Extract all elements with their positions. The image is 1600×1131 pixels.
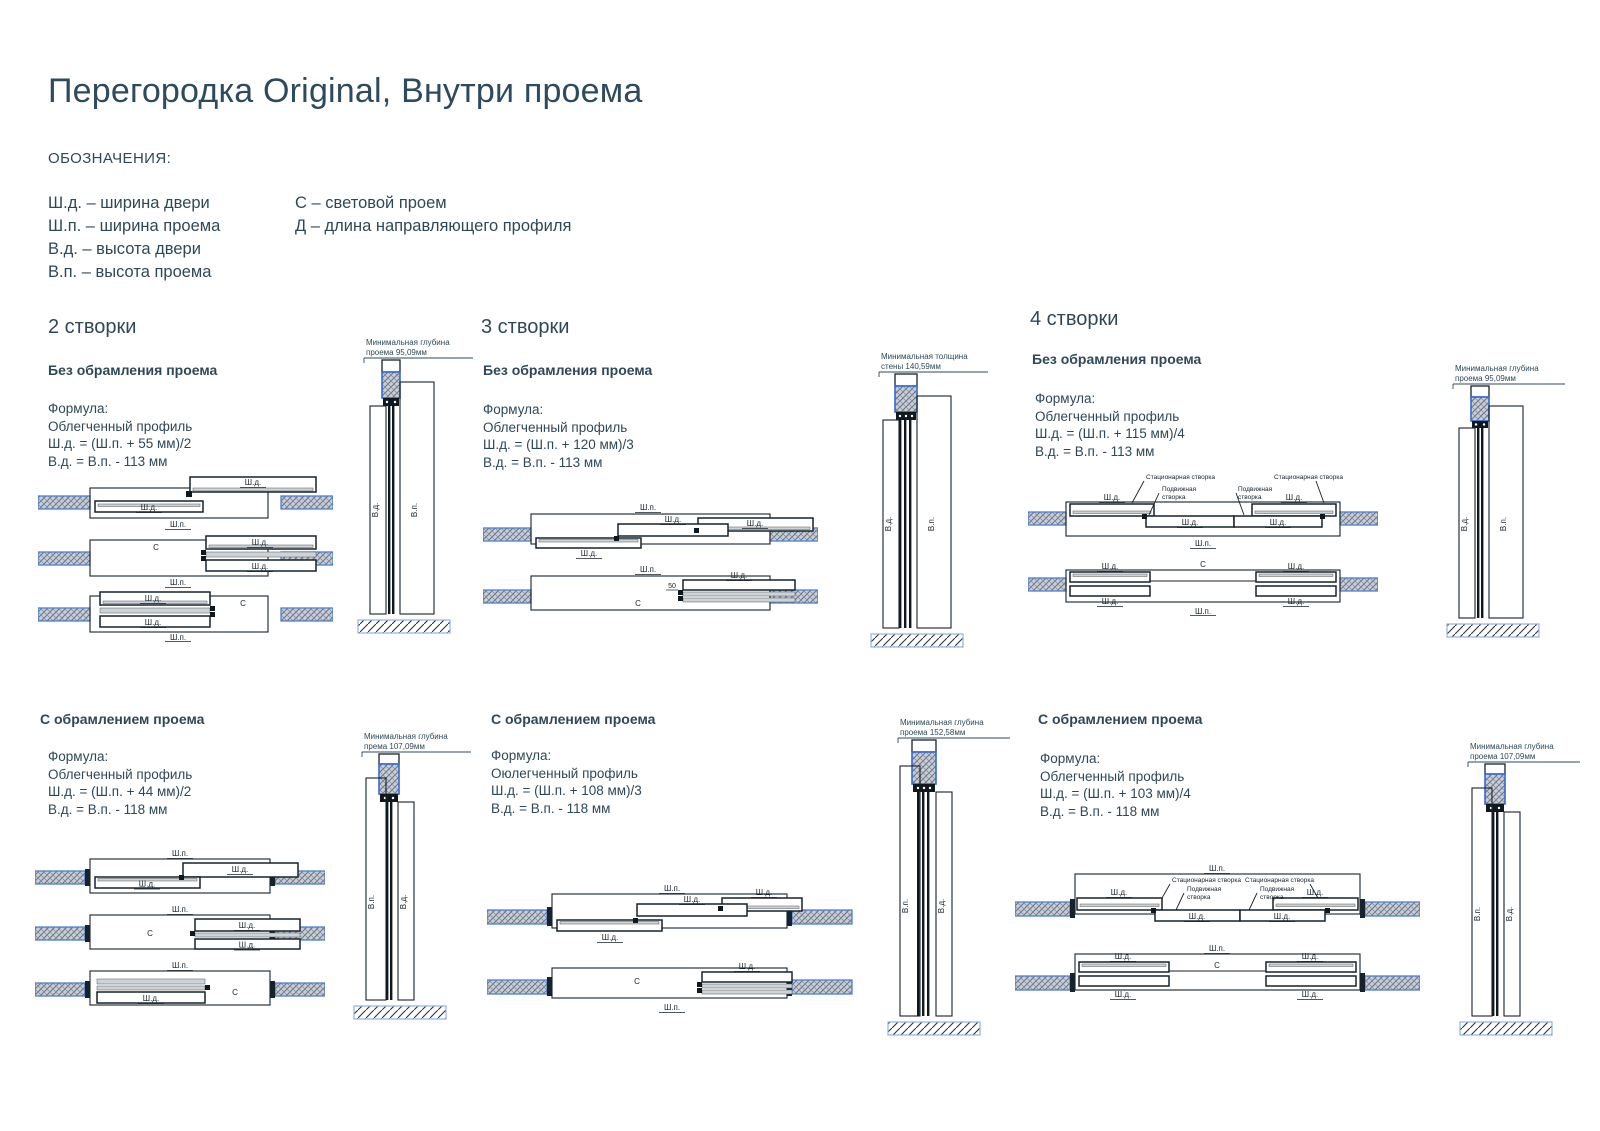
label-door-width: Ш.д. — [1110, 888, 1128, 897]
label-light-opening: С — [634, 977, 640, 986]
width-formula: Ш.д. = (Ш.п. + 55 мм)/2 — [48, 436, 192, 451]
label-opening-width: Ш.п. — [171, 849, 189, 858]
plan-row-open — [487, 962, 852, 1013]
plan-row-open — [1015, 944, 1420, 1000]
label-door-width: Ш.д. — [251, 562, 269, 571]
callout-movable-leaf: Подвижная — [1162, 486, 1197, 493]
legend-item: Ш.п. – ширина проема — [48, 217, 221, 235]
legend-item: Ш.д. – ширина двери — [48, 194, 210, 212]
plan-row-open-left — [35, 961, 325, 1005]
side-note: проема 107,09мм — [1470, 752, 1536, 761]
label-door-height: В.д. — [884, 516, 893, 532]
formula-label: Формула: — [483, 402, 544, 417]
plan-row-open-right — [38, 536, 333, 588]
label-door-width: Ш.д. — [1181, 518, 1199, 527]
section-heading: С обрамлением проема — [1038, 711, 1203, 727]
floor-hatch — [358, 620, 450, 633]
track-profile — [895, 386, 917, 412]
section-heading: С обрамлением проема — [40, 711, 205, 727]
label-opening-height: В.п. — [1499, 516, 1508, 532]
formula-block — [1035, 390, 1185, 460]
floor-hatch — [1460, 1022, 1552, 1035]
door-panel — [1266, 976, 1356, 986]
label-door-width: Ш.д. — [238, 921, 256, 930]
label-opening-width: Ш.п. — [1194, 539, 1212, 548]
label-door-width: Ш.д. — [1306, 888, 1324, 897]
callout-fixed-leaf: Стационарная створка — [1146, 474, 1215, 481]
height-formula: В.д. = В.п. - 118 мм — [48, 801, 168, 817]
side-note: Минимальная глубина — [900, 718, 984, 727]
legend-column-2 — [295, 192, 571, 238]
label-door-width: Ш.д. — [238, 940, 256, 950]
side-note: Минимальная глубина — [1470, 742, 1554, 751]
plan-diagram-2leaf-unframed — [38, 474, 333, 642]
side-note: Минимальная глубина — [366, 338, 450, 347]
profile-label: Облегченный профиль — [48, 766, 193, 782]
label-door-width: Ш.д. — [1287, 597, 1305, 606]
door-panel — [1266, 962, 1356, 972]
formula-block — [1040, 750, 1191, 820]
plan-row-open — [1028, 560, 1378, 616]
label-door-width: Ш.д. — [140, 503, 158, 512]
plan-diagram-4leaf-unframed — [1028, 470, 1378, 616]
callout-movable-leaf: створка — [1162, 494, 1186, 501]
callout-movable-leaf: Подвижная — [1187, 886, 1222, 893]
callout-fixed-leaf: Стационарная створка — [1172, 877, 1241, 884]
label-opening-height: В.п. — [367, 894, 376, 910]
plan-diagram-3leaf-framed — [487, 876, 857, 1014]
formula-block — [483, 401, 634, 471]
label-opening-width: Ш.п. — [169, 578, 187, 587]
label-door-width: Ш.д. — [664, 515, 682, 524]
track-profile — [1471, 397, 1489, 421]
column-title-4-leaves: 4 створки — [1030, 308, 1119, 330]
height-formula: В.д. = В.п. - 113 мм — [1035, 443, 1155, 459]
side-note: стены 140,59мм — [881, 362, 941, 371]
page-title: Перегородка Original, Внутри проема — [48, 72, 643, 110]
label-door-width: Ш.д. — [144, 594, 162, 603]
callout-movable-leaf: Подвижная — [1238, 486, 1273, 493]
floor-hatch — [1447, 624, 1539, 637]
plan-row-open-right — [35, 905, 325, 950]
wall-right — [1365, 976, 1420, 990]
label-door-width: Ш.д. — [244, 478, 262, 487]
label-door-width: Ш.д. — [144, 618, 162, 627]
wall-left — [483, 528, 531, 541]
label-opening-width: Ш.п. — [663, 1003, 681, 1012]
label-door-width: Ш.д. — [746, 519, 764, 528]
legend-heading: ОБОЗНАЧЕНИЯ: — [48, 150, 172, 167]
plan-row-closed — [38, 477, 333, 530]
section-heading: Без обрамления проема — [1032, 351, 1202, 367]
profile-label: Оюлегченный профиль — [491, 765, 638, 781]
label-opening-width: Ш.п. — [171, 961, 189, 970]
callout-fixed-leaf: Стационарная створка — [1245, 877, 1314, 884]
label-opening-width: Ш.п. — [1208, 864, 1226, 873]
label-door-width: Ш.д. — [1188, 912, 1206, 921]
door-panel — [1070, 586, 1150, 596]
label-light-opening: С — [240, 599, 246, 608]
label-door-width: Ш.д. — [1269, 518, 1287, 527]
label-door-width: Ш.д. — [580, 549, 598, 558]
section-heading: Без обрамления проема — [483, 362, 653, 378]
wall-left — [38, 496, 90, 509]
wall-right — [1340, 578, 1378, 591]
label-light-opening: С — [1200, 560, 1206, 569]
wall-left — [35, 983, 85, 996]
label-door-width: Ш.д. — [1114, 990, 1132, 999]
width-formula: Ш.д. = (Ш.п. + 103 мм)/4 — [1040, 786, 1191, 801]
label-light-opening: С — [153, 543, 159, 552]
label-door-width: Ш.д. — [738, 962, 756, 971]
side-note: проема 152,58мм — [900, 728, 966, 737]
side-note: Минимальная толщина — [881, 352, 968, 361]
floor-hatch — [888, 1022, 980, 1035]
wall-right — [281, 608, 333, 621]
section-heading: С обрамлением проема — [491, 711, 656, 727]
plan-row-closed — [483, 503, 818, 559]
label-light-opening: С — [635, 599, 641, 608]
profile-label: Облегченный профиль — [48, 418, 193, 434]
label-door-width: Ш.д. — [142, 994, 160, 1003]
formula-label: Формула: — [1040, 751, 1101, 766]
door-panel — [637, 904, 747, 916]
label-opening-width: Ш.п. — [1194, 607, 1212, 616]
wall-left — [38, 608, 90, 621]
legend-item: С – световой проем — [295, 194, 447, 212]
door-panel — [683, 580, 795, 590]
label-door-width: Ш.д. — [683, 895, 701, 904]
label-door-width: Ш.д. — [1301, 952, 1319, 961]
callout-movable-leaf: створка — [1260, 894, 1284, 901]
wall-left — [35, 871, 85, 884]
side-note: проема 95,09мм — [1455, 374, 1516, 383]
formula-block — [491, 747, 642, 817]
label-light-opening: С — [147, 929, 153, 938]
label-opening-width: Ш.п. — [639, 565, 657, 574]
plan-row-closed — [487, 884, 852, 943]
side-view-4leaf-unframed — [1415, 362, 1565, 640]
plan-diagram-4leaf-framed — [1015, 858, 1420, 1010]
wall-right — [1365, 902, 1420, 916]
floor-hatch — [871, 634, 963, 647]
callout-movable-leaf: Подвижная — [1260, 886, 1295, 893]
wall-left — [1015, 976, 1070, 990]
door-panel — [1079, 976, 1169, 986]
side-note: према 107,09мм — [364, 742, 425, 751]
wall-left — [487, 910, 547, 924]
formula-block — [48, 748, 192, 818]
side-view-3leaf-framed — [860, 716, 1010, 1040]
callout-movable-leaf: створка — [1187, 894, 1211, 901]
width-formula: Ш.д. = (Ш.п. + 108 мм)/3 — [491, 783, 642, 798]
section-heading: Без обрамления проема — [48, 362, 218, 378]
label-opening-width: Ш.п. — [1208, 944, 1226, 953]
legend-item: Д – длина направляющего профиля — [295, 217, 572, 235]
side-note: Минимальная глубина — [364, 732, 448, 741]
door-panel — [618, 524, 728, 536]
label-door-width: Ш.д. — [138, 879, 156, 889]
plan-row-closed — [1028, 474, 1378, 549]
label-opening-height: В.п. — [901, 898, 910, 914]
plan-diagram-2leaf-framed — [35, 845, 325, 1017]
formula-label: Формула: — [1035, 391, 1096, 406]
profile-label: Облегченный профиль — [483, 419, 628, 435]
plan-row-closed — [35, 849, 325, 893]
label-door-height: В.д. — [937, 898, 946, 914]
label-door-width: Ш.д. — [1103, 493, 1121, 502]
wall-right — [792, 910, 852, 924]
label-door-width: Ш.д. — [601, 933, 619, 942]
label-door-width: Ш.д. — [1114, 952, 1132, 961]
track-profile — [1485, 774, 1505, 804]
side-view-3leaf-unframed — [843, 350, 988, 650]
side-view-2leaf-framed — [326, 730, 471, 1022]
legend-column-1 — [48, 192, 220, 284]
label-opening-width: Ш.п. — [663, 884, 681, 893]
plan-diagram-3leaf-unframed — [483, 498, 818, 616]
door-panel — [702, 972, 792, 982]
label-opening-height: В.п. — [927, 516, 936, 532]
door-panel — [1256, 572, 1336, 582]
callout-fixed-leaf: Стационарная створка — [1274, 474, 1343, 481]
wall-right — [792, 980, 852, 994]
track-profile — [382, 372, 400, 398]
label-door-width: Ш.д. — [1285, 493, 1303, 502]
label-opening-width: Ш.п. — [171, 905, 189, 914]
callout-movable-leaf: створка — [1238, 494, 1262, 501]
height-formula: В.д. = В.п. - 118 мм — [491, 800, 611, 816]
door-panel — [1070, 572, 1150, 582]
column-title-2-leaves: 2 створки — [48, 316, 137, 338]
track-profile — [379, 764, 399, 794]
label-light-opening: С — [1214, 961, 1220, 970]
plan-row-closed — [1015, 864, 1420, 922]
label-door-height: В.д. — [1460, 516, 1469, 532]
wall-right — [1340, 512, 1378, 525]
width-formula: Ш.д. = (Ш.п. + 44 мм)/2 — [48, 784, 192, 799]
door-panel-fixed — [1070, 504, 1154, 516]
label-door-height: В.д. — [399, 894, 408, 910]
height-formula: В.д. = В.п. - 113 мм — [483, 454, 603, 470]
height-formula: В.д. = В.п. - 113 мм — [48, 453, 168, 469]
formula-label: Формула: — [48, 749, 109, 764]
label-door-width: Ш.д. — [231, 865, 249, 874]
wall-left — [483, 590, 531, 603]
formula-block — [48, 400, 192, 470]
floor-hatch — [354, 1006, 446, 1019]
width-formula: Ш.д. = (Ш.п. + 120 мм)/3 — [483, 437, 634, 452]
door-panel — [1079, 962, 1169, 972]
wall-right — [275, 983, 325, 996]
side-note: проема 95,09мм — [366, 348, 427, 357]
width-formula: Ш.д. = (Ш.п. + 115 мм)/4 — [1035, 426, 1185, 441]
label-door-width: Ш.д. — [1101, 597, 1119, 606]
side-note: Минимальная глубина — [1455, 364, 1539, 373]
label-opening-width: Ш.п. — [169, 520, 187, 529]
label-door-height: В.д. — [371, 502, 380, 518]
side-view-2leaf-unframed — [328, 336, 473, 636]
plan-row-open-left — [38, 592, 333, 642]
formula-label: Формула: — [48, 401, 109, 416]
wall-left — [1028, 512, 1066, 525]
label-opening-width: Ш.п. — [169, 633, 187, 642]
label-light-opening: С — [232, 988, 238, 997]
label-door-width: Ш.д. — [1287, 562, 1305, 571]
wall-left — [1015, 902, 1070, 916]
legend-item: В.п. – высота проема — [48, 263, 212, 281]
track-profile — [912, 752, 936, 784]
door-panel — [1256, 586, 1336, 596]
wall-left — [35, 927, 85, 940]
label-door-width: Ш.д. — [1273, 912, 1291, 921]
label-door-width: Ш.д. — [251, 538, 269, 547]
label-door-width: Ш.д. — [730, 571, 748, 580]
label-dim-50: 50 — [668, 583, 676, 590]
wall-left — [38, 552, 90, 565]
wall-right — [281, 496, 333, 509]
profile-label: Облегченный профиль — [1035, 408, 1180, 424]
label-door-width: Ш.д. — [1301, 990, 1319, 999]
wall-left — [487, 980, 547, 994]
formula-label: Формула: — [491, 748, 552, 763]
column-title-3-leaves: 3 створки — [481, 316, 570, 338]
label-door-height: В.д. — [1505, 906, 1514, 922]
plan-row-open — [483, 565, 818, 610]
height-formula: В.д. = В.п. - 118 мм — [1040, 803, 1160, 819]
side-view-4leaf-framed — [1430, 740, 1580, 1040]
label-opening-height: В.п. — [410, 502, 419, 518]
label-opening-width: Ш.п. — [639, 503, 657, 512]
profile-label: Облегченный профиль — [1040, 768, 1185, 784]
label-door-width: Ш.д. — [1101, 562, 1119, 571]
legend-item: В.д. – высота двери — [48, 240, 201, 258]
label-opening-height: В.п. — [1473, 906, 1482, 922]
label-door-width: Ш.д. — [755, 888, 773, 897]
wall-left — [1028, 578, 1066, 591]
